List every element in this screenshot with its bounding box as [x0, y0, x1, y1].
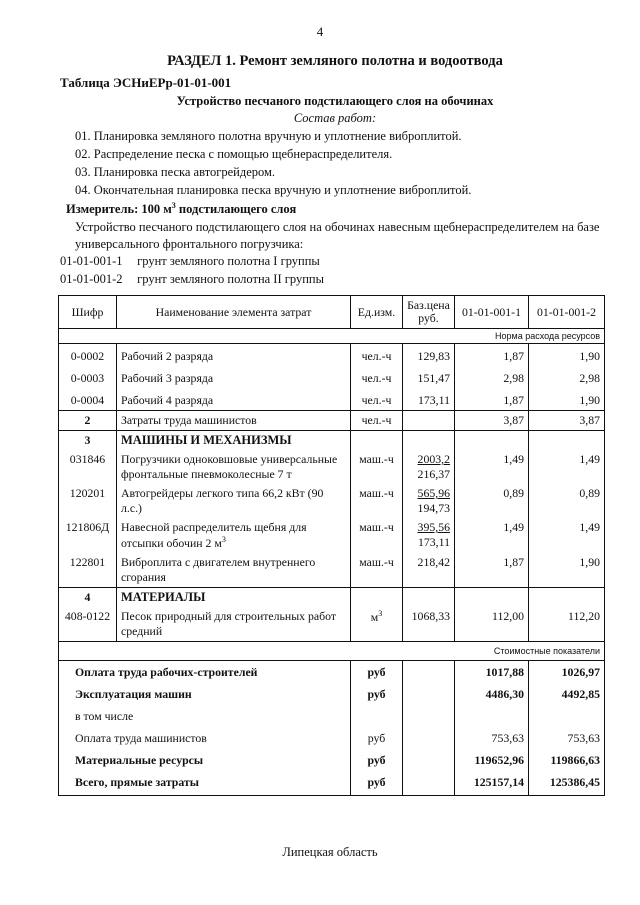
price-bottom: 194,73: [417, 501, 450, 515]
row-name: Рабочий 3 разряда: [117, 366, 351, 388]
price-top: 2003,2: [417, 452, 450, 466]
price-bottom: 173,11: [417, 535, 450, 549]
cost-row: [59, 748, 605, 770]
cost-unit: руб: [351, 748, 403, 770]
table-header-row: [59, 296, 605, 329]
empty-cell: [351, 431, 403, 451]
measurer-suffix: подстилающего слоя: [175, 202, 297, 217]
row-price: 151,47: [403, 366, 455, 388]
cost-value-2: 119866,63: [529, 748, 605, 770]
row-code: 0-0003: [59, 366, 117, 388]
row-value-2: 3,87: [529, 411, 605, 431]
row-value-1: 1,87: [455, 388, 529, 411]
cost-value-1: 4486,30: [455, 682, 529, 704]
row-price: [403, 411, 455, 431]
row-code: 4: [59, 587, 117, 607]
table-row: [59, 388, 605, 411]
header-price-line1: Баз.цена: [407, 298, 450, 312]
cost-name: Всего, прямые затраты: [59, 770, 351, 796]
cost-value-1: 1017,88: [455, 660, 529, 682]
table-row: [59, 607, 605, 642]
cost-unit: руб: [351, 770, 403, 796]
empty-cell: [403, 431, 455, 451]
row-value-2: 1,90: [529, 344, 605, 367]
cost-row: [59, 660, 605, 682]
row-price: [403, 518, 455, 553]
empty-cell: [403, 726, 455, 748]
row-name: МАШИНЫ И МЕХАНИЗМЫ: [117, 431, 351, 451]
empty-cell: [403, 704, 455, 726]
row-value-1: 112,00: [455, 607, 529, 642]
cost-label-row: [59, 641, 605, 660]
row-code: 3: [59, 431, 117, 451]
row-unit: чел.-ч: [351, 388, 403, 411]
row-code: 2: [59, 411, 117, 431]
row-value-1: 1,87: [455, 553, 529, 588]
row-unit: маш.-ч: [351, 553, 403, 588]
table-row: [59, 518, 605, 553]
row-price: [403, 484, 455, 518]
row-code: 121806Д: [59, 518, 117, 553]
work-item: 04. Окончательная планировка песка вручную и уплотнение виброплитой.: [75, 183, 472, 197]
unit-sup: 3: [378, 608, 383, 618]
unit-text: м: [370, 609, 379, 624]
work-item: 02. Распределение песка с помощью щебнераспределителя.: [75, 147, 393, 161]
cost-unit: руб: [351, 660, 403, 682]
row-value-1: 1,49: [455, 450, 529, 484]
price-top: 395,56: [417, 520, 450, 534]
row-code: 408-0122: [59, 607, 117, 642]
page-number: 4: [316, 24, 324, 39]
header-price-line2: руб.: [418, 311, 439, 325]
row-unit: маш.-ч: [351, 450, 403, 484]
cost-name: Оплата труда рабочих-строителей: [59, 660, 351, 682]
section-title: РАЗДЕЛ 1. Ремонт земляного полотна и водоотвода: [167, 53, 503, 69]
header-code: Шифр: [59, 296, 117, 329]
table-row: [59, 366, 605, 388]
code-line: [60, 272, 324, 287]
row-unit: чел.-ч: [351, 411, 403, 431]
cost-value-1: 753,63: [455, 726, 529, 748]
row-code: 0-0004: [59, 388, 117, 411]
measurer: [66, 201, 296, 217]
row-name: Погрузчики одноковшовые универсальные фронтальные пневмоколесные 7 т: [117, 450, 351, 484]
header-name: Наименование элемента затрат: [117, 296, 351, 329]
row-price: 1068,33: [403, 607, 455, 642]
empty-cell: [529, 431, 605, 451]
cost-name: Материальные ресурсы: [59, 748, 351, 770]
cost-value-2: 125386,45: [529, 770, 605, 796]
row-value-2: 1,90: [529, 553, 605, 588]
materials-header-row: [59, 587, 605, 607]
empty-cell: [403, 587, 455, 607]
row-name: Затраты труда машинистов: [117, 411, 351, 431]
work-item: 01. Планировка земляного полотна вручную и уплотнение виброплитой.: [75, 129, 462, 143]
cost-value-2: 753,63: [529, 726, 605, 748]
measurer-sup: 3: [171, 201, 176, 210]
empty-cell: [455, 431, 529, 451]
row-value-1: 2,98: [455, 366, 529, 388]
row-unit: чел.-ч: [351, 344, 403, 367]
row-name: Виброплита с двигателем внутреннего сгорания: [117, 553, 351, 588]
work-item: 03. Планировка песка автогрейдером.: [75, 165, 276, 179]
row-name: МАТЕРИАЛЫ: [117, 587, 351, 607]
row-price: 218,42: [403, 553, 455, 588]
row-name-sup: 3: [221, 535, 226, 544]
resource-table: [58, 295, 605, 796]
row-unit: маш.-ч: [351, 518, 403, 553]
row-code: 031846: [59, 450, 117, 484]
cost-row: [59, 682, 605, 704]
norm-label-row: [59, 329, 605, 344]
price-top: 565,96: [417, 486, 450, 500]
row-code: 0-0002: [59, 344, 117, 367]
empty-cell: [403, 682, 455, 704]
code-id: 01-01-001-2: [60, 272, 123, 286]
row-unit: [351, 607, 403, 642]
cost-row: [59, 704, 605, 726]
code-text: грунт земляного полотна II группы: [137, 272, 324, 286]
row-value-2: 0,89: [529, 484, 605, 518]
empty-cell: [455, 587, 529, 607]
empty-cell: [403, 770, 455, 796]
code-text: грунт земляного полотна I группы: [137, 254, 320, 268]
row-name: Рабочий 4 разряда: [117, 388, 351, 411]
row-unit: маш.-ч: [351, 484, 403, 518]
row-value-2: 112,20: [529, 607, 605, 642]
row-price: 129,83: [403, 344, 455, 367]
price-bottom: 216,37: [417, 467, 450, 481]
table-row: [59, 553, 605, 588]
table-title: Таблица ЭСНиЕРр-01-01-001: [60, 75, 232, 90]
table-subtitle: Устройство песчаного подстилающего слоя на обочинах: [176, 94, 494, 108]
row-price: 173,11: [403, 388, 455, 411]
description: Устройство песчаного подстилающего слоя на обочинах навесным щебнераспределителем на базе универсального фронтального погрузчика:: [75, 220, 600, 251]
row-unit: чел.-ч: [351, 366, 403, 388]
header-col1: 01-01-001-1: [455, 296, 529, 329]
norm-label: Норма расхода ресурсов: [59, 329, 605, 344]
row-value-1: 3,87: [455, 411, 529, 431]
empty-cell: [403, 748, 455, 770]
row-code: 122801: [59, 553, 117, 588]
row-name: Автогрейдеры легкого типа 66,2 кВт (90 л.с.): [117, 484, 351, 518]
cost-value-1: 119652,96: [455, 748, 529, 770]
empty-cell: [529, 587, 605, 607]
empty-cell: [403, 660, 455, 682]
row-name: Песок природный для строительных работ средний: [117, 607, 351, 642]
code-line: [60, 254, 320, 269]
row-price: [403, 450, 455, 484]
cost-value-1: 125157,14: [455, 770, 529, 796]
table-row: [59, 484, 605, 518]
code-id: 01-01-001-1: [60, 254, 123, 268]
cost-label: Стоимостные показатели: [59, 641, 605, 660]
cost-unit: руб: [351, 726, 403, 748]
row-value-1: 0,89: [455, 484, 529, 518]
row-name: [117, 518, 351, 553]
cost-value-2: [529, 704, 605, 726]
header-price: [403, 296, 455, 329]
cost-unit: руб: [351, 682, 403, 704]
header-unit: Ед.изм.: [351, 296, 403, 329]
row-value-2: 2,98: [529, 366, 605, 388]
operators-row: [59, 411, 605, 431]
machines-header-row: [59, 431, 605, 451]
composition-label: Состав работ:: [293, 111, 377, 125]
row-value-1: 1,87: [455, 344, 529, 367]
empty-cell: [351, 587, 403, 607]
cost-unit: [351, 704, 403, 726]
cost-value-2: 4492,85: [529, 682, 605, 704]
cost-row: [59, 726, 605, 748]
measurer-prefix: Измеритель: 100 м: [66, 202, 172, 217]
row-value-2: 1,49: [529, 450, 605, 484]
table-row: [59, 344, 605, 367]
footer-region: Липецкая область: [282, 845, 378, 859]
cost-row: [59, 770, 605, 796]
row-name-text: Навесной распределитель щебня для отсыпки обочин 2 м: [121, 520, 307, 550]
cost-name: в том числе: [59, 704, 351, 726]
cost-name: Оплата труда машинистов: [59, 726, 351, 748]
cost-name: Эксплуатация машин: [59, 682, 351, 704]
row-value-1: 1,49: [455, 518, 529, 553]
row-value-2: 1,90: [529, 388, 605, 411]
cost-value-2: 1026,97: [529, 660, 605, 682]
table-row: [59, 450, 605, 484]
row-code: 120201: [59, 484, 117, 518]
row-value-2: 1,49: [529, 518, 605, 553]
header-col2: 01-01-001-2: [529, 296, 605, 329]
cost-value-1: [455, 704, 529, 726]
row-name: Рабочий 2 разряда: [117, 344, 351, 367]
